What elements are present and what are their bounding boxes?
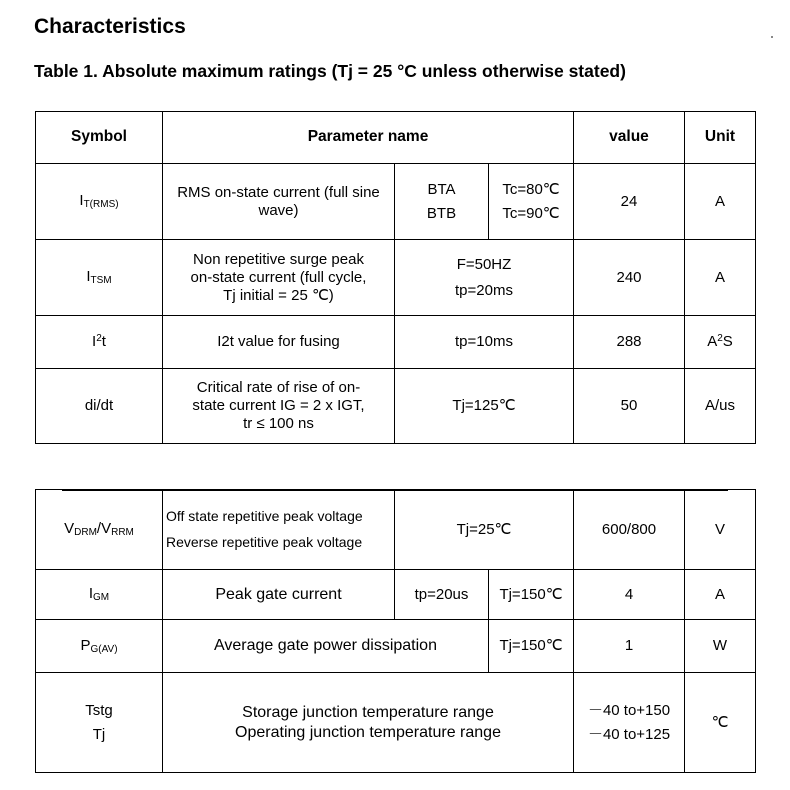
table-row bbox=[36, 570, 756, 620]
symbol-cell bbox=[36, 490, 163, 570]
unit-cell: A/us bbox=[685, 369, 756, 444]
condition-cell: Tj=150℃ bbox=[489, 570, 574, 620]
param-line: Off state repetitive peak voltage bbox=[166, 507, 363, 524]
value-cell: 24 bbox=[574, 164, 685, 240]
gate-ratings-table bbox=[35, 489, 756, 773]
stray-dot bbox=[771, 36, 773, 38]
temp-bta: Tc=80℃ bbox=[502, 180, 560, 198]
table-row bbox=[36, 369, 756, 444]
symbol-cell bbox=[36, 620, 163, 673]
unit-tail: S bbox=[722, 333, 733, 350]
header-symbol: Symbol bbox=[36, 112, 163, 164]
symbol-line: Tstg bbox=[85, 701, 113, 719]
condition-line: tp=20ms bbox=[455, 281, 513, 299]
param-line: on-state current (full cycle, bbox=[190, 268, 367, 286]
symbol-main: I bbox=[92, 333, 97, 350]
param-line: tr ≤ 100 ns bbox=[243, 415, 314, 432]
temp-btb: Tc=90℃ bbox=[502, 204, 560, 222]
header-row bbox=[36, 112, 756, 164]
value-cell bbox=[574, 673, 685, 773]
condition-cell: tp=10ms bbox=[395, 316, 574, 369]
parameter-cell bbox=[163, 490, 395, 570]
value-cell: 4 bbox=[574, 570, 685, 620]
condition-line: F=50HZ bbox=[456, 255, 512, 273]
device-cell bbox=[395, 164, 489, 240]
absolute-max-ratings-table bbox=[35, 111, 756, 444]
symbol-subscript: DRM bbox=[74, 527, 97, 538]
symbol-main: I bbox=[79, 192, 84, 209]
unit-main: A bbox=[707, 333, 718, 350]
condition-cell: Tj=150℃ bbox=[489, 620, 574, 673]
unit-cell bbox=[685, 316, 756, 369]
table-row bbox=[36, 164, 756, 240]
table-row bbox=[36, 316, 756, 369]
symbol-superscript: 2 bbox=[96, 333, 102, 344]
parameter-cell bbox=[163, 369, 395, 444]
symbol-main: P bbox=[80, 636, 91, 654]
symbol-cell bbox=[36, 316, 163, 369]
parameter-cell: I2t value for fusing bbox=[163, 316, 395, 369]
symbol-subscript: TSM bbox=[90, 275, 112, 286]
section-heading: Characteristics bbox=[34, 15, 186, 38]
param-line: Storage junction temperature range bbox=[242, 704, 494, 722]
unit-cell: A bbox=[685, 240, 756, 316]
condition-cell: tp=20us bbox=[395, 570, 489, 620]
device-btb: BTB bbox=[426, 204, 457, 222]
value-cell: 50 bbox=[574, 369, 685, 444]
param-line: Reverse repetitive peak voltage bbox=[166, 533, 363, 550]
table-row bbox=[36, 620, 756, 673]
symbol-subscript: G(AV) bbox=[90, 643, 118, 655]
parameter-cell: RMS on-state current (full sine wave) bbox=[163, 164, 395, 240]
symbol-main: V bbox=[64, 520, 75, 537]
symbol-main: I bbox=[88, 585, 94, 602]
symbol-line: Tj bbox=[92, 725, 106, 743]
symbol-cell bbox=[36, 164, 163, 240]
unit-cell: W bbox=[685, 620, 756, 673]
header-unit: Unit bbox=[685, 112, 756, 164]
param-line: Tj initial = 25 ℃) bbox=[223, 286, 334, 304]
value-line: －40 to+150 bbox=[587, 701, 671, 719]
symbol-subscript: T(RMS) bbox=[83, 199, 119, 210]
symbol-cell: di/dt bbox=[36, 369, 163, 444]
condition-cell bbox=[395, 240, 574, 316]
unit-cell: V bbox=[685, 490, 756, 570]
unit-cell: ℃ bbox=[685, 673, 756, 773]
symbol-main: I bbox=[86, 268, 91, 285]
symbol-cell bbox=[36, 240, 163, 316]
table-row bbox=[36, 673, 756, 773]
unit-cell: A bbox=[685, 570, 756, 620]
header-parameter: Parameter name bbox=[163, 112, 574, 164]
value-cell: 240 bbox=[574, 240, 685, 316]
param-line: Critical rate of rise of on- bbox=[196, 379, 361, 396]
unit-cell: A bbox=[685, 164, 756, 240]
symbol-cell bbox=[36, 570, 163, 620]
symbol-cell bbox=[36, 673, 163, 773]
value-cell: 600/800 bbox=[574, 490, 685, 570]
symbol-subscript: GM bbox=[93, 592, 110, 603]
parameter-cell: Peak gate current bbox=[163, 570, 395, 620]
param-line: state current IG = 2 x IGT, bbox=[192, 397, 365, 414]
param-line: Non repetitive surge peak bbox=[193, 250, 364, 268]
table-title: Table 1. Absolute maximum ratings (Tj = 25 °C unless otherwise stated) bbox=[34, 61, 626, 81]
unit-superscript: 2 bbox=[717, 333, 723, 344]
header-value: value bbox=[574, 112, 685, 164]
symbol-tail: t bbox=[101, 333, 106, 350]
parameter-cell bbox=[163, 673, 574, 773]
parameter-cell bbox=[163, 240, 395, 316]
value-line: －40 to+125 bbox=[587, 725, 671, 743]
symbol-separator: /V bbox=[96, 520, 112, 537]
param-line: Operating junction temperature range bbox=[235, 723, 501, 741]
condition-cell: Tj=125℃ bbox=[395, 369, 574, 444]
table-top-rule bbox=[62, 489, 728, 491]
value-cell: 288 bbox=[574, 316, 685, 369]
condition-cell: Tj=25℃ bbox=[395, 490, 574, 570]
parameter-cell: Average gate power dissipation bbox=[163, 620, 489, 673]
temperature-cell bbox=[489, 164, 574, 240]
table-row bbox=[36, 240, 756, 316]
symbol-subscript: RRM bbox=[111, 527, 134, 538]
device-bta: BTA bbox=[427, 180, 456, 198]
table-row bbox=[36, 490, 756, 570]
value-cell: 1 bbox=[574, 620, 685, 673]
